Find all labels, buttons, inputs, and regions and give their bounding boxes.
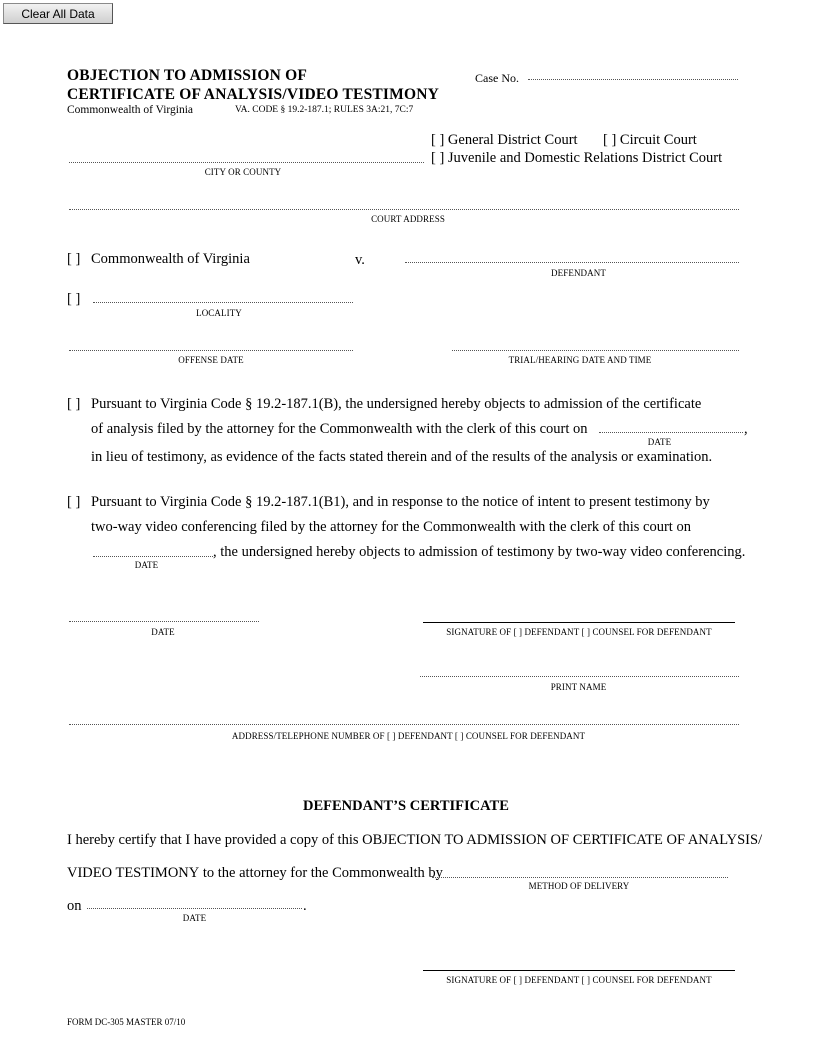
- objection2-line3: , the undersigned hereby objects to admission of testimony by two-way video conferencing.: [213, 544, 746, 560]
- certificate-signature-caption: SIGNATURE OF [ ] DEFENDANT [ ] COUNSEL FOR DEFENDANT: [446, 975, 712, 985]
- certificate-line1: I hereby certify that I have provided a copy of this OBJECTION TO ADMISSION OF CERTIFICATE OF ANALYSIS/: [67, 832, 763, 848]
- offense-date-caption: OFFENSE DATE: [178, 355, 244, 365]
- objection1-line3: in lieu of testimony, as evidence of the facts stated therein and of the results of the analysis or examination.: [91, 449, 713, 465]
- objection2-date-field[interactable]: [93, 556, 213, 557]
- objection2-line2: two-way video conferencing filed by the attorney for the Commonwealth with the clerk of this court on: [91, 519, 691, 535]
- case-no-field[interactable]: [528, 79, 738, 80]
- defendant-field[interactable]: [405, 262, 739, 263]
- method-of-delivery-field[interactable]: [432, 877, 728, 878]
- signature-date-field[interactable]: [69, 621, 259, 622]
- commonwealth-subtitle: Commonwealth of Virginia: [67, 104, 194, 116]
- defendant-caption: DEFENDANT: [551, 268, 606, 278]
- method-of-delivery-caption: METHOD OF DELIVERY: [528, 881, 630, 891]
- print-name-caption: PRINT NAME: [550, 682, 607, 692]
- juvenile-court-option[interactable]: [ ] Juvenile and Domestic Relations District Court: [431, 150, 723, 166]
- certificate-on-label: on: [67, 898, 82, 914]
- commonwealth-party-label: Commonwealth of Virginia: [91, 251, 250, 267]
- locality-caption: LOCALITY: [196, 308, 242, 318]
- signature-line[interactable]: [423, 622, 735, 623]
- clear-all-data-button[interactable]: Clear All Data: [3, 3, 113, 24]
- form-title-line2: CERTIFICATE OF ANALYSIS/VIDEO TESTIMONY: [67, 86, 440, 103]
- certificate-signature-line[interactable]: [423, 970, 735, 971]
- city-county-caption: CITY OR COUNTY: [204, 167, 282, 177]
- objection1-line2: of analysis filed by the attorney for the Commonwealth with the clerk of this court on: [91, 421, 588, 437]
- address-phone-caption: ADDRESS/TELEPHONE NUMBER OF [ ] DEFENDANT [ ] COUNSEL FOR DEFENDANT: [231, 731, 586, 741]
- general-district-court-option[interactable]: [ ] General District Court: [431, 132, 578, 148]
- offense-date-field[interactable]: [69, 350, 353, 351]
- objection2-checkbox[interactable]: [ ]: [67, 494, 81, 510]
- form-id: FORM DC-305 MASTER 07/10: [67, 1017, 186, 1027]
- commonwealth-party-checkbox[interactable]: [ ]: [67, 251, 81, 267]
- locality-party-checkbox[interactable]: [ ]: [67, 291, 81, 307]
- circuit-court-option[interactable]: [ ] Circuit Court: [603, 132, 697, 148]
- objection2-line1: Pursuant to Virginia Code § 19.2-187.1(B1), and in response to the notice of intent to present testimony by: [91, 494, 710, 510]
- code-reference: VA. CODE § 19.2-187.1; RULES 3A:21, 7C:7: [235, 105, 414, 115]
- objection2-date-caption: DATE: [134, 560, 159, 570]
- certificate-date-field[interactable]: [87, 908, 302, 909]
- trial-date-caption: TRIAL/HEARING DATE AND TIME: [508, 355, 652, 365]
- print-name-field[interactable]: [420, 676, 739, 677]
- certificate-period: .: [303, 898, 307, 914]
- certificate-date-caption: DATE: [182, 913, 207, 923]
- certificate-heading: DEFENDANT’S CERTIFICATE: [303, 798, 509, 814]
- court-address-caption: COURT ADDRESS: [371, 214, 445, 224]
- objection1-date-field[interactable]: [599, 432, 743, 433]
- city-county-field[interactable]: [69, 162, 424, 163]
- objection1-comma: ,: [744, 421, 748, 437]
- objection1-date-caption: DATE: [647, 437, 672, 447]
- form-title-line1: OBJECTION TO ADMISSION OF: [67, 67, 307, 84]
- objection1-checkbox[interactable]: [ ]: [67, 396, 81, 412]
- certificate-document-name-2: VIDEO TESTIMONY: [67, 865, 200, 881]
- trial-date-field[interactable]: [452, 350, 739, 351]
- court-address-field[interactable]: [69, 209, 739, 210]
- certificate-line2: VIDEO TESTIMONY to the attorney for the Commonwealth by: [67, 865, 443, 881]
- signature-caption: SIGNATURE OF [ ] DEFENDANT [ ] COUNSEL FOR DEFENDANT: [446, 627, 712, 637]
- versus-label: v.: [355, 252, 365, 268]
- address-phone-field[interactable]: [69, 724, 739, 725]
- signature-date-caption: DATE: [151, 627, 175, 637]
- locality-field[interactable]: [93, 302, 353, 303]
- objection1-line1: Pursuant to Virginia Code § 19.2-187.1(B), the undersigned hereby objects to admission of the certificate: [91, 396, 702, 412]
- certificate-document-name-1: OBJECTION TO ADMISSION OF CERTIFICATE OF ANALYSIS/: [362, 832, 763, 848]
- case-no-label: Case No.: [475, 71, 519, 85]
